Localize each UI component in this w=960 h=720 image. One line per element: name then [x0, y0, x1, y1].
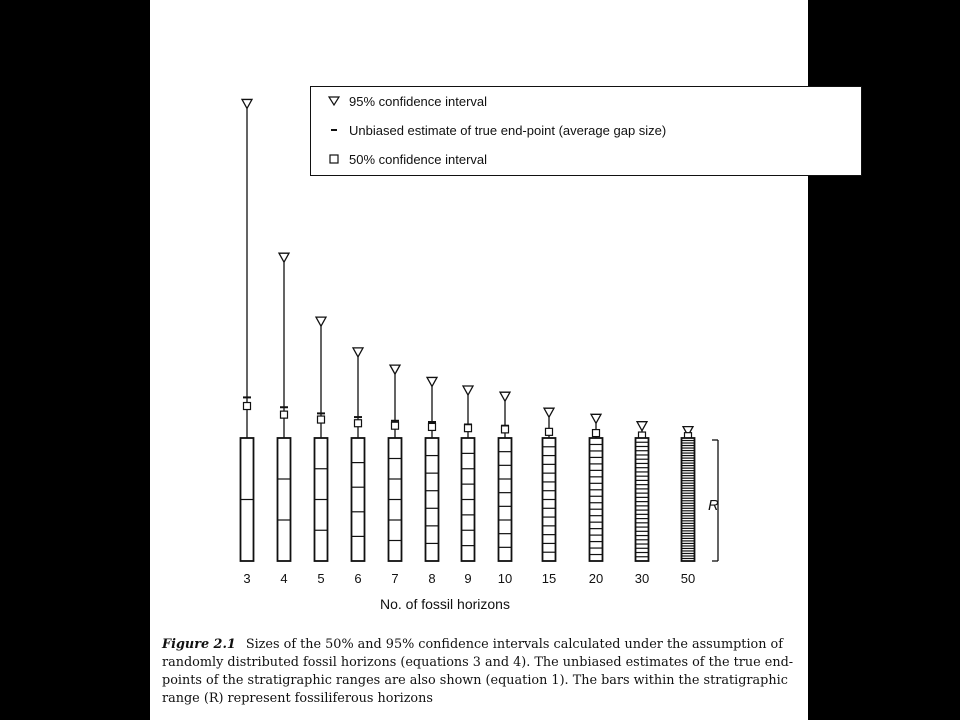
range-label: R	[708, 497, 719, 514]
ci50-marker	[546, 428, 553, 435]
range-bar	[636, 438, 649, 561]
ci50-marker	[502, 426, 509, 433]
x-tick-label: 9	[464, 571, 472, 586]
x-tick-label: 4	[280, 571, 288, 586]
ci50-marker	[281, 411, 288, 418]
ci95-marker	[353, 348, 363, 357]
figure-number: Figure 2.1	[162, 637, 236, 652]
ci95-marker	[316, 317, 326, 326]
figure-caption	[162, 636, 802, 708]
ci50-marker	[244, 403, 251, 410]
figure-page	[150, 0, 808, 720]
range-bar	[278, 438, 291, 561]
range-bar	[499, 438, 512, 561]
ci50-marker	[318, 416, 325, 423]
ci95-marker	[500, 392, 510, 401]
ci95-marker	[390, 365, 400, 374]
range-bar	[352, 438, 365, 561]
legend-item-unbiased	[319, 120, 666, 140]
x-tick-label: 10	[497, 571, 513, 586]
x-tick-label: 50	[680, 571, 696, 586]
ci95-marker	[242, 99, 252, 108]
legend	[310, 86, 862, 176]
legend-label: 95% confidence interval	[349, 93, 488, 109]
range-bar	[426, 438, 439, 561]
x-tick-label: 3	[243, 571, 251, 586]
ci50-marker	[392, 422, 399, 429]
x-tick-label: 6	[354, 571, 362, 586]
ci95-marker	[591, 414, 601, 423]
x-tick-label: 8	[428, 571, 436, 586]
x-tick-label: 7	[391, 571, 399, 586]
square-icon	[319, 154, 349, 164]
range-bar	[682, 438, 695, 561]
ci50-marker	[465, 425, 472, 432]
x-tick-label: 5	[317, 571, 325, 586]
legend-label: Unbiased estimate of true end-point (average gap size)	[349, 122, 667, 138]
triangle-down-icon	[319, 96, 349, 106]
ci95-marker	[637, 422, 647, 431]
ci95-marker	[427, 377, 437, 386]
legend-item-95ci	[319, 91, 487, 111]
range-bar	[590, 438, 603, 561]
ci95-marker	[463, 386, 473, 395]
caption-text: Sizes of the 50% and 95% confidence intervals calculated under the assumption of randomly distributed fossil horizons (equations 3 and 4). The unbiased estimates of the true end-points of the stratigraphic ranges are also shown (equation 1). The bars within the stratigraphic range (R) represent fossiliferous horizons	[162, 637, 794, 706]
ci95-marker	[279, 253, 289, 262]
ci50-marker	[429, 423, 436, 430]
x-tick-label: 20	[588, 571, 604, 586]
x-axis-label: No. of fossil horizons	[380, 596, 510, 612]
ci50-marker	[355, 420, 362, 427]
ci95-marker	[544, 408, 554, 417]
x-tick-label: 15	[541, 571, 557, 586]
legend-item-50ci	[319, 149, 487, 169]
legend-label: 50% confidence interval	[349, 151, 488, 167]
ci50-marker	[593, 430, 600, 437]
dash-icon	[319, 125, 349, 135]
x-tick-label: 30	[634, 571, 650, 586]
